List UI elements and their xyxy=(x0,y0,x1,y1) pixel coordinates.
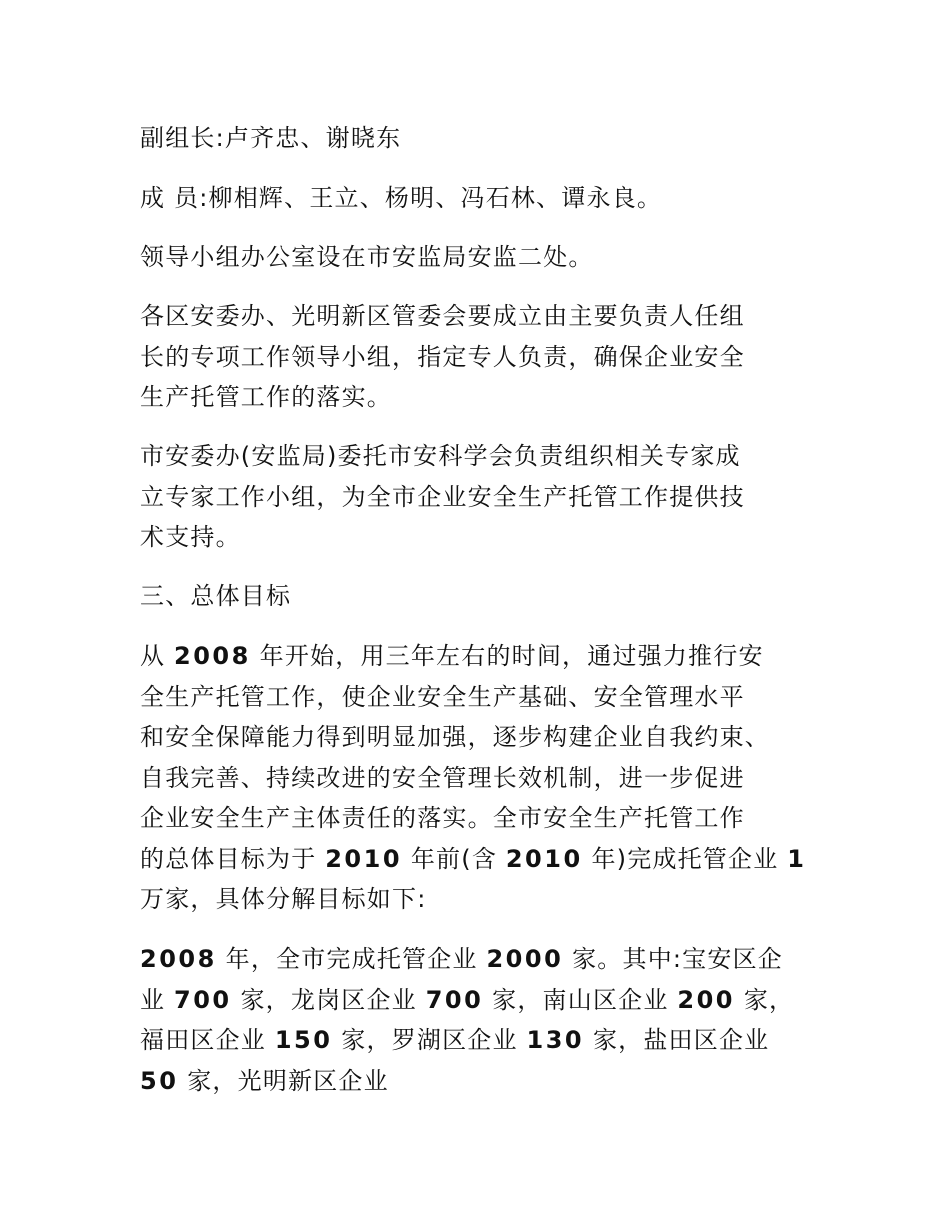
number-text: 2000 xyxy=(486,945,564,973)
number-text: 2008 xyxy=(140,945,217,973)
text-line: 长的专项工作领导小组，指定专人负责，确保企业安全 xyxy=(140,342,745,371)
text-line: 成 员:柳相辉、王立、杨明、冯石林、谭永良。 xyxy=(140,184,663,212)
text-line: 生产托管工作的落实。 xyxy=(140,383,392,411)
text-line: 各区安委办、光明新区管委会要成立由主要负责人任组 xyxy=(140,302,745,330)
text-line: 三、总体目标 xyxy=(140,582,292,610)
text-line: 自我完善、持续改进的安全管理长效机制，进一步促进 xyxy=(140,763,745,792)
text-line: 从 2008 年开始，用三年左右的时间，通过强力推行安 xyxy=(140,642,764,670)
number-text: 1 xyxy=(787,844,807,873)
number-text: 700 xyxy=(174,985,232,1014)
text-line: 的总体目标为于 2010 年前(含 2010 年)完成托管企业 1 xyxy=(140,844,807,873)
number-text: 130 xyxy=(526,1026,585,1054)
paragraph-expert-group xyxy=(140,436,820,558)
section-heading-overall-goal xyxy=(140,576,820,617)
number-text: 2010 xyxy=(505,844,583,873)
paragraph-members xyxy=(140,178,820,219)
text-line: 全生产托管工作，使企业安全生产基础、安全管理水平 xyxy=(140,682,745,711)
number-text: 2008 xyxy=(174,642,251,670)
paragraph-2008-targets xyxy=(140,939,820,1101)
text-line: 50 家，光明新区企业 xyxy=(140,1066,389,1095)
text-line: 福田区企业 150 家，罗湖区企业 130 家，盐田区企业 xyxy=(140,1026,770,1054)
paragraph-deputy-leader xyxy=(140,118,820,159)
text-line: 术支持。 xyxy=(140,523,241,551)
number-text: 150 xyxy=(274,1026,333,1054)
text-line: 副组长:卢齐忠、谢晓东 xyxy=(140,124,402,152)
text-line: 企业安全生产主体责任的落实。全市安全生产托管工作 xyxy=(140,804,745,832)
number-text: 50 xyxy=(140,1066,179,1095)
text-line: 业 700 家，龙岗区企业 700 家，南山区企业 200 家， xyxy=(140,985,795,1014)
text-line: 立专家工作小组，为全市企业安全生产托管工作提供技 xyxy=(140,482,745,511)
text-line: 万家，具体分解目标如下: xyxy=(140,885,427,913)
number-text: 700 xyxy=(425,985,484,1014)
number-text: 2010 xyxy=(325,844,403,873)
text-line: 市安委办(安监局)委托市安科学会负责组织相关专家成 xyxy=(140,442,741,470)
paragraph-overall-goal xyxy=(140,636,820,920)
number-text: 200 xyxy=(677,985,735,1014)
text-line: 和安全保障能力得到明显加强，逐步构建企业自我约束、 xyxy=(140,723,770,751)
text-line: 领导小组办公室设在市安监局安监二处。 xyxy=(140,243,594,271)
text-line: 2008 年，全市完成托管企业 2000 家。其中:宝安区企 xyxy=(140,945,783,973)
paragraph-district-groups xyxy=(140,296,820,418)
paragraph-office xyxy=(140,237,820,278)
